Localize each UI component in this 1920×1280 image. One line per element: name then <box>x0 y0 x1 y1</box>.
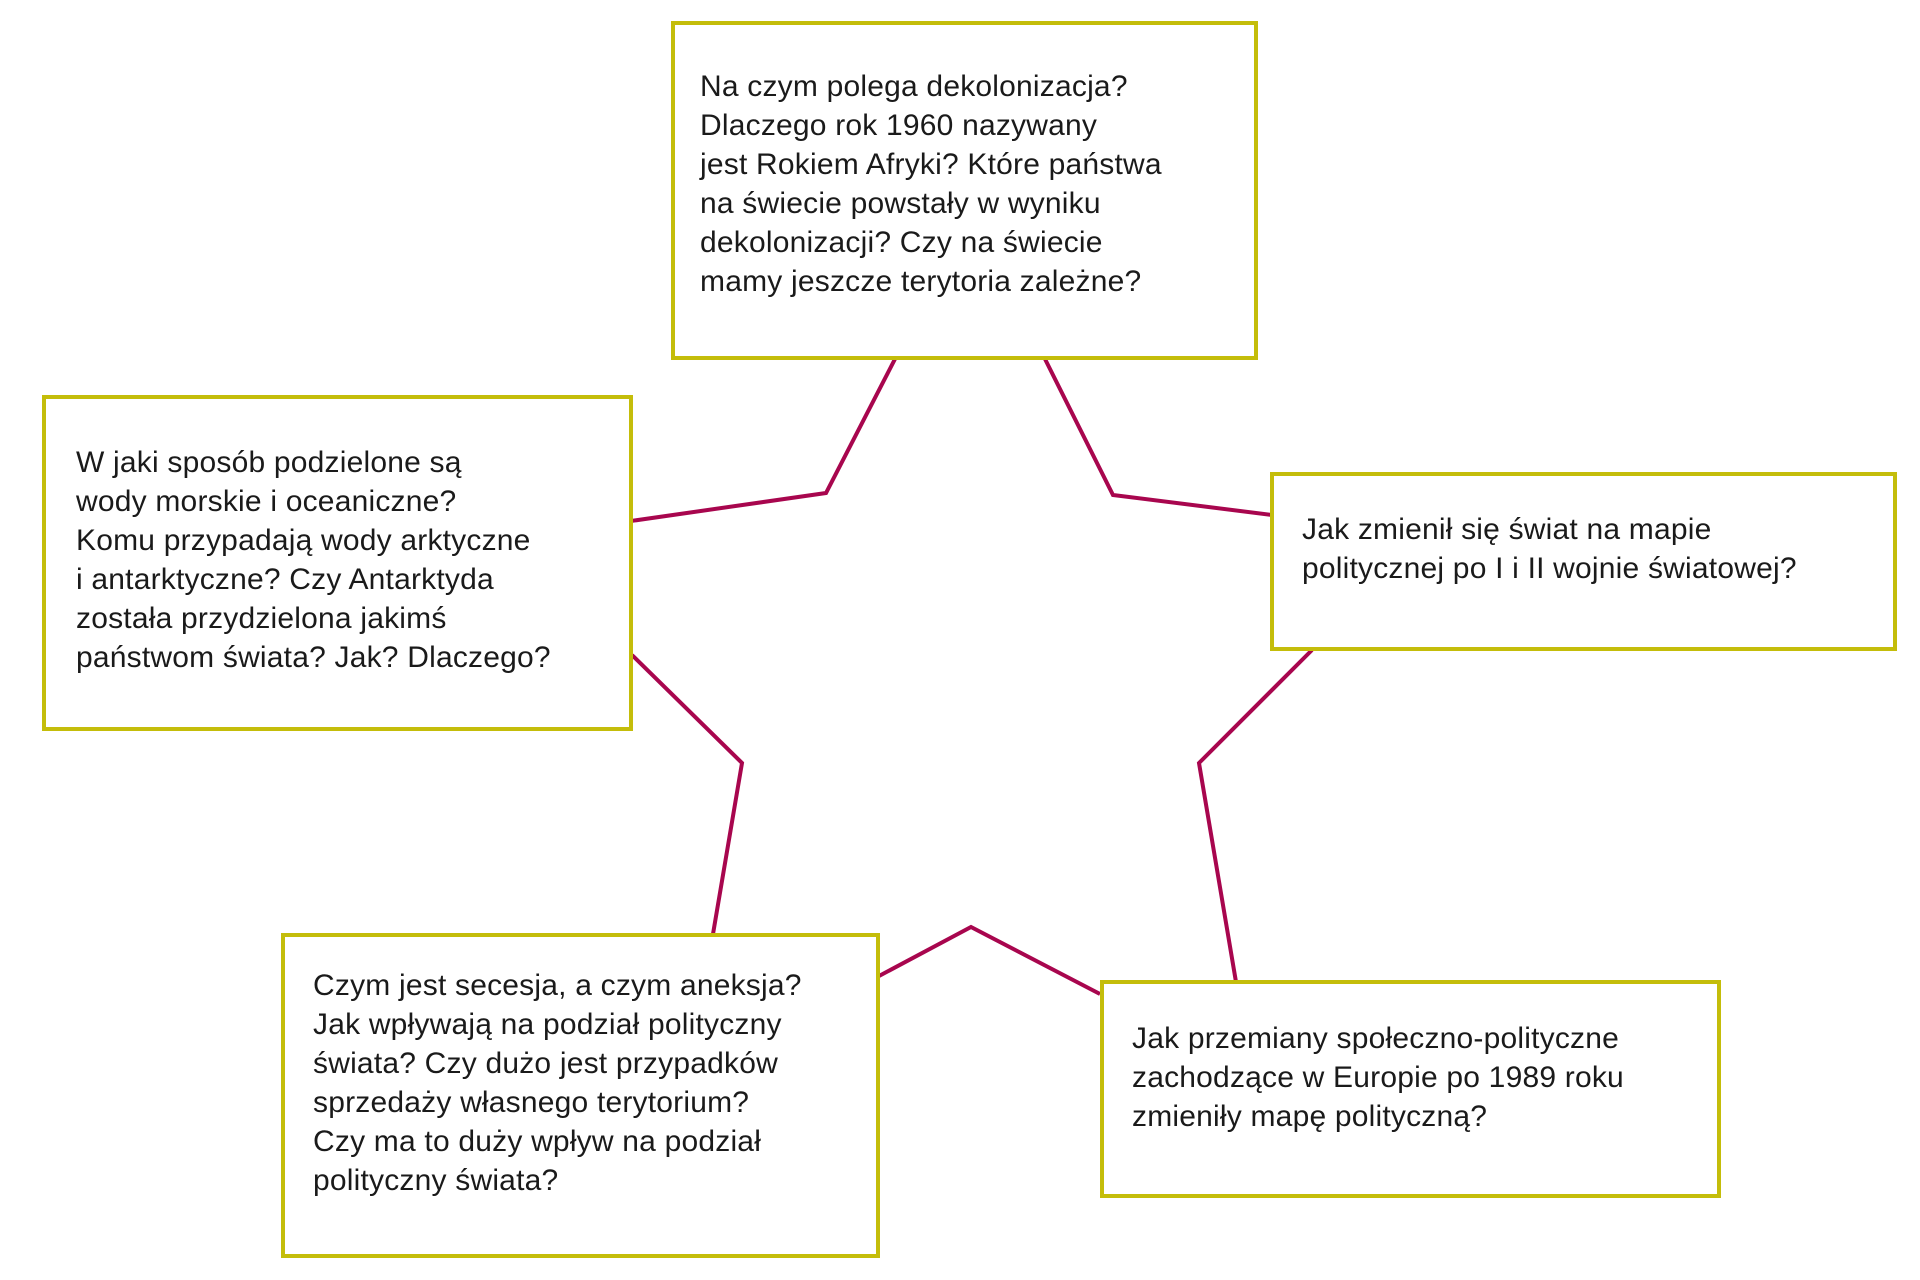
question-text-top: Na czym polega dekolonizacja? Dlaczego rok 1960 nazywany jest Rokiem Afryki? Które państwa na świecie powstały w wyniku dekolonizacji? Czy na świecie mamy jeszcze terytoria zależne? <box>700 70 1162 298</box>
star-segment-bottom-right <box>1199 650 1312 982</box>
star-segment-left-bottom <box>632 655 742 934</box>
question-text-left: W jaki sposób podzielone są wody morskie i oceaniczne? Komu przypadają wody arktyczne i antarktyczne? Czy Antarktyda została przydzielona jakimś państwom świata? Jak? Dlaczego? <box>76 446 551 674</box>
question-text-right: Jak zmienił się świat na mapie politycznej po I i II wojnie światowej? <box>1302 513 1797 585</box>
star-segment-top-left <box>631 359 895 521</box>
question-text-bottom-right: Jak przemiany społeczno-polityczne zachodzące w Europie po 1989 roku zmieniły mapę polityczną? <box>1132 1022 1624 1133</box>
question-text-bottom-left: Czym jest secesja, a czym aneksja? Jak wpływają na podział polityczny świata? Czy dużo jest przypadków sprzedaży własnego terytorium? Czy ma to duży wpływ na podział polityczny świata? <box>313 969 802 1197</box>
star-segment-right-top <box>1045 359 1272 515</box>
star-segment-bottom <box>879 927 1100 994</box>
